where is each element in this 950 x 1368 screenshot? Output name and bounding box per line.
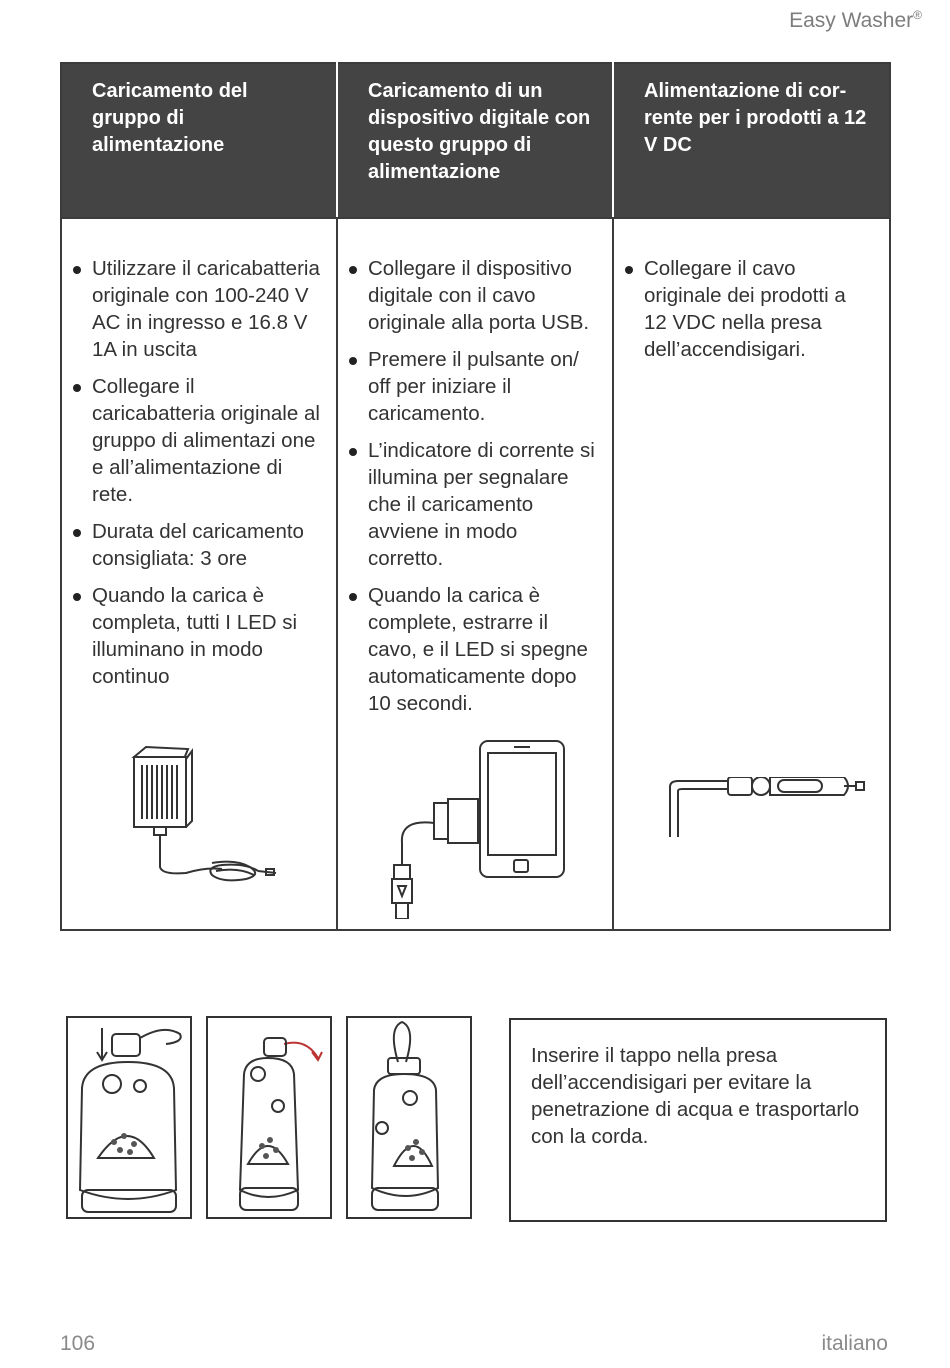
- list-item: Durata del caricamento consigliata: 3 ore: [72, 518, 320, 572]
- list-item: Utilizzare il caricabatteria originale con 100-240 V AC in ingresso e 16.8 V 1A in uscita: [72, 255, 320, 363]
- ac-charger-illustration: [126, 739, 286, 899]
- footer-language: italiano: [821, 1332, 888, 1355]
- brand-title: Easy Washer®: [789, 8, 922, 32]
- list-item: L’indicatore di corrente si illumina per segnalare che il caricamento avviene in modo corretto.: [348, 437, 598, 572]
- list-item: Premere il pulsante on/ off per iniziare il caricamento.: [348, 346, 598, 427]
- list-item: Quando la carica è completa, tutti I LED si illuminano in modo continuo: [72, 582, 320, 690]
- list-item: Collegare il cavo originale dei prodotti a 12 VDC nella presa dell’accendisigari.: [624, 255, 874, 363]
- lid-step-image-3: [346, 1016, 472, 1219]
- column-charging-digital-device: [337, 218, 613, 930]
- column-charging-power-unit: [61, 218, 337, 930]
- column-12v-dc-supply: [613, 218, 890, 930]
- list-item: Quando la carica è complete, estrarre il cavo, e il LED si spegne automaticamente dopo 10 secondi.: [348, 582, 598, 717]
- lid-instruction-note: Inserire il tappo nella presa dell’accendisigari per evitare la penetrazione di acqua e trasportarlo con la corda.: [509, 1018, 887, 1222]
- header-12v-dc-supply: Alimentazione di cor-rente per i prodotti a 12 V DC: [613, 63, 890, 218]
- list-item: Collegare il dispositivo digitale con il cavo originale alla porta USB.: [348, 255, 598, 336]
- instructions-table: [60, 62, 891, 931]
- header-charging-power-unit: Caricamento del gruppo di alimentazione: [61, 63, 337, 218]
- smartphone-usb-illustration: [378, 739, 578, 919]
- list-item: Collegare il caricabatteria originale al gruppo di alimentazi one e all’alimentazione di rete.: [72, 373, 320, 508]
- lid-step-image-1: [66, 1016, 192, 1219]
- lid-step-image-2: [206, 1016, 332, 1219]
- cigarette-lighter-plug-illustration: [668, 777, 868, 837]
- header-charging-digital-device: Caricamento di un dispositivo digitale con questo gruppo di alimentazione: [337, 63, 613, 218]
- page-number: 106: [60, 1332, 96, 1355]
